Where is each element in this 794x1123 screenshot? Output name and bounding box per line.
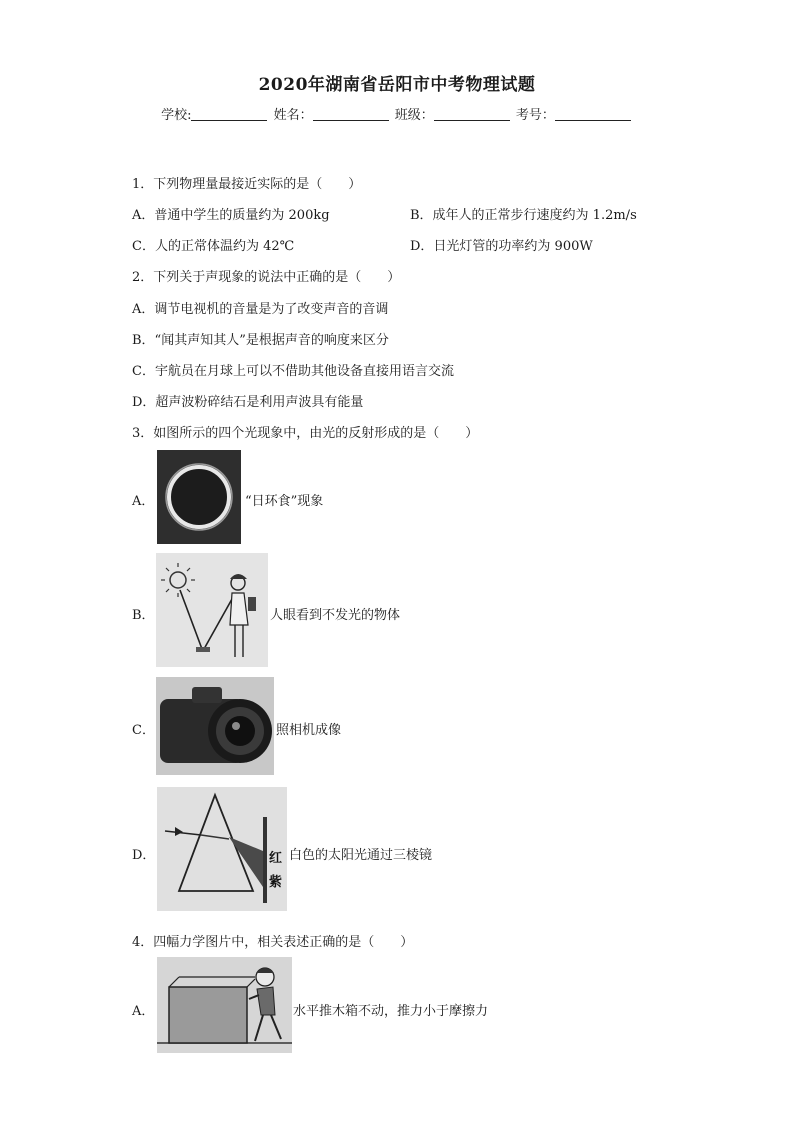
q4-option-a-text: 水平推木箱不动，推力小于摩擦力 <box>293 1004 489 1019</box>
q1-option-b[interactable]: B．成年人的正常步行速度约为 1.2m/s <box>410 208 637 223</box>
q2-option-a[interactable]: A．调节电视机的音量是为了改变声音的音调 <box>132 302 389 317</box>
camera-image <box>156 677 274 775</box>
q3-option-d-label[interactable]: D． <box>132 848 156 863</box>
q3-option-d-text: 白色的太阳光通过三棱镜 <box>289 848 433 863</box>
prism-label-red: 红 <box>269 851 283 866</box>
class-blank[interactable] <box>434 108 510 121</box>
q2-stem: 2．下列关于声现象的说法中正确的是（ ） <box>132 270 401 285</box>
q3-option-a-text: “日环食”现象 <box>245 494 324 509</box>
q3-option-b-label[interactable]: B． <box>132 608 155 623</box>
q2-option-b[interactable]: B．“闻其声知其人”是根据声音的响度来区分 <box>132 333 389 348</box>
student-info-line <box>0 104 794 123</box>
q3-option-a-label[interactable]: A． <box>132 494 155 509</box>
eclipse-image <box>157 450 241 544</box>
q1-option-d[interactable]: D．日光灯管的功率约为 900W <box>410 239 593 254</box>
reflection-diagram-image <box>156 553 268 667</box>
prism-image <box>157 787 287 911</box>
number-label: 考号： <box>515 108 555 123</box>
push-box-image <box>157 957 292 1053</box>
q1-option-c[interactable]: C．人的正常体温约为 42℃ <box>132 239 295 254</box>
q3-option-c-label[interactable]: C． <box>132 723 155 738</box>
name-blank[interactable] <box>313 108 389 121</box>
q3-option-b-text: 人眼看到不发光的物体 <box>270 608 401 623</box>
q3-option-c-text: 照相机成像 <box>276 723 342 738</box>
q3-stem: 3．如图所示的四个光现象中，由光的反射形成的是（ ） <box>132 426 479 441</box>
q1-stem: 1．下列物理量最接近实际的是（ ） <box>132 177 362 192</box>
q2-option-c[interactable]: C．宇航员在月球上可以不借助其他设备直接用语言交流 <box>132 364 454 379</box>
school-blank[interactable] <box>191 108 267 121</box>
q1-option-a[interactable]: A．普通中学生的质量约为 200kg <box>132 208 330 223</box>
prism-label-purple: 紫 <box>269 875 283 890</box>
class-label: 班级： <box>394 108 434 123</box>
q4-option-a-label[interactable]: A． <box>132 1004 155 1019</box>
number-blank[interactable] <box>555 108 631 121</box>
q4-stem: 4．四幅力学图片中，相关表述正确的是（ ） <box>132 935 414 950</box>
q2-option-d[interactable]: D．超声波粉碎结石是利用声波具有能量 <box>132 395 364 410</box>
page-title: 2020年湖南省岳阳市中考物理试题 <box>258 75 536 95</box>
school-label: 学校: <box>161 108 192 123</box>
name-label: 姓名： <box>273 108 313 123</box>
